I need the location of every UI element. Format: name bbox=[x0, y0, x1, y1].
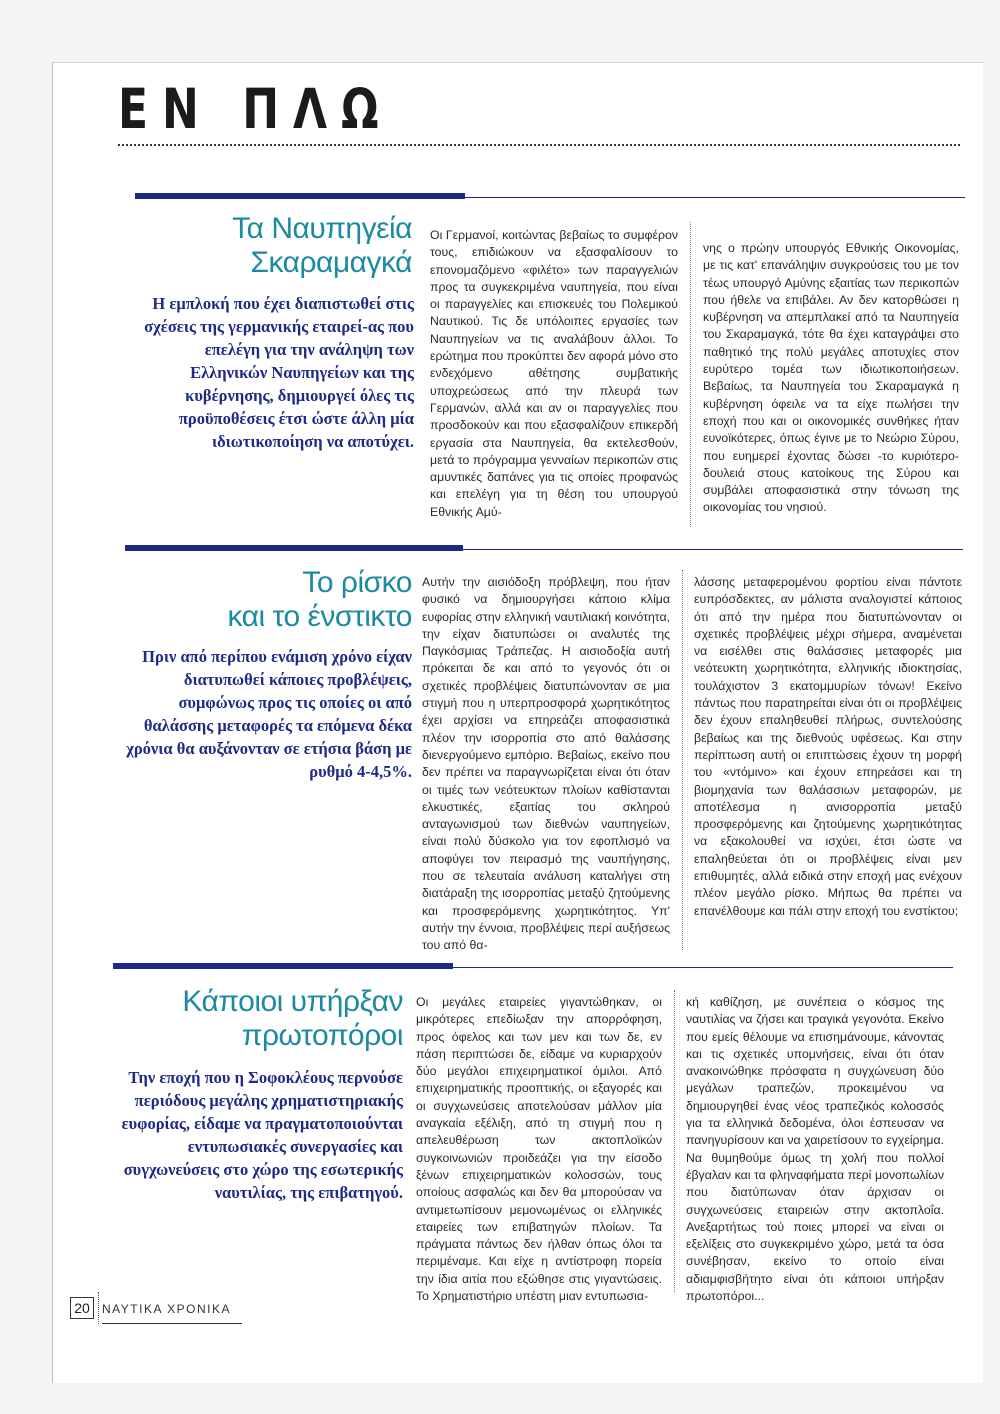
section-3-divider bbox=[674, 990, 675, 1292]
section-2-title-line-2: και το ένστικτο bbox=[227, 600, 412, 633]
section-2-title-line-1: Το ρίσκο bbox=[302, 566, 412, 599]
section-1-divider bbox=[690, 222, 691, 527]
section-2-column-1: Αυτήν την αισιόδοξη πρόβλεψη, που ήταν φυσικό να δημιουργήσει κάποιο κλίμα ευφορίας στην ελληνική ναυτιλιακή κοινότητα, την είχαν διατυπώσει οι αναλυτές της Παγκόσμιας Τράπεζας. Η αισιοδοξία αυτή πρόκειται δε και από το γεγονός ότι οι σχετικές προβλέψεις διατυπώνονταν σε μια στιγμή που η υπερπροσφορά χωρητικότητος έχει αρχίσει να επηρεάζει αποφασιστικά πλέον την ισορροπία στο από θαλάσσης διενεργούμενο εμπόριο. Βεβαίως, εκείνο που δεν πρέπει να παραγνωρίζεται είναι ότι όταν οι τιμές των νεότευκτων πλοίων καθίστανται ελκυστικές, εξαιτίας του σκληρού ανταγωνισμού των διεθνών ναυπηγείων, είναι πολύ δύσκολο για τον εφοπλισμό να αποφύγει τον πειρασμό της ναυπήγησης, που σε τελευταία ανάλυση καταλήγει στη διατάραξη της ισορροπίας μεταξύ ζητούμενης και προσφερόμενης χωρητικότητος. Υπ' αυτήν την έννοια, προβλέψεις περί αυξήσεως του από θα- bbox=[422, 575, 670, 953]
footer-rule bbox=[102, 1323, 242, 1324]
section-1-column-1: Οι Γερμανοί, κοιτώντας βεβαίως το συμφέρον τους, επιδιώκουν να εξασφαλίσουν το επονομαζόμενο «φιλέτο» των παραγγελιών προς τα συγκεκριμένα ναυπηγεία, που είναι οι παραγγελίες και επισκευές του Πολεμικού Ναυτικού. Τις δε υπόλοιπες εργασίες των Ναυπηγείων να τις αναλάβουν άλλοι. Το ερώτημα που προκύπτει δεν αφορά μόνο στο ενδεχόμενο αθέτησης συμβατικής υποχρεώσεως από την πλευρά των Γερμανών, αλλά και αν οι παραγγελίες που προσδοκούν και που εξασφαλίζουν επικερδή εργασία στα Ναυπηγεία, θα εκτελεσθούν, μετά το πρόγραμμα γενναίων περικοπών στις αμυντικές δαπάνες για τις οποίες προφανώς και επελέγη για τη θέση του υπουργού Εθνικής Αμύ- bbox=[430, 228, 678, 519]
section-3-bar bbox=[113, 963, 453, 969]
section-1-lead: Η εμπλοκή που έχει διαπιστωθεί στις σχέσεις της γερμανικής εταιρεί-ας που επελέγη για την ανάληψη των Ελληνικών Ναυπηγείων και της κυβέρνησης, δημιουργεί όλες τις προϋποθέσεις έτσι ώστε άλλη μία ιδιωτικοποίηση να αποτύχει. bbox=[144, 294, 414, 451]
section-1-title-line-1: Τα Ναυπηγεία bbox=[232, 212, 412, 245]
section-2-column-2: λάσσης μεταφερομένου φορτίου είναι πάντοτε ευπρόσδεκτες, αν μάλιστα αναλογιστεί κάποιος ότι από την ημέρα που διατυπώνονταν οι σχετικές προβλέψεις μέχρι σήμερα, αναμένεται να εισέλθει στις θαλάσσιες μεταφορές μια νεότευκτη χωρητικότητα, ελληνικής ιδιοκτησίας, τουλάχιστον 3 εκατομμυρίων τόνων! Εκείνο πάντως που παρατηρείται είναι ότι οι προβλέψεις δεν έχουν επαληθευθεί πλήρως, συντελούσης βεβαίως και της διεθνούς υφέσεως. Και στην περίπτωση αυτή οι επιπτώσεις έχουν τη μορφή του «ντόμινο» και έχουν επηρεάσει και τη βιομηχανία των θαλάσσιων μεταφορών, με αποτέλεσμα η ανισορροπία μεταξύ προσφερόμενης και ζητούμενης χωρητικότητας να εξακολουθεί να ισχύει, έτσι ώστε να επαληθεύεται ότι οι προβλέψεις είναι μεν επιθυμητές, αλλά ειδικά στην εποχή μας ενέχουν πλέον μεγάλο ρίσκο. Μήπως θα πρέπει να επανέλθουμε και πάλι στην εποχή του ενστίκτου; bbox=[694, 575, 962, 918]
section-3-column-1: Οι μεγάλες εταιρείες γιγαντώθηκαν, οι μικρότερες επεδίωξαν την απορρόφηση, προς όφελος και των μεν και των δε, εν πάση περιπτώσει δε, είδαμε να κυριαρχούν δύο μεγάλοι επιχειρηματικοί όμιλοι. Από επιχειρηματικής προοπτικής, οι εξαγορές και οι συγχωνεύσεις αποτελούσαν μάλλον μία αναγκαία εξέλιξη, από τη στιγμή που η απελευθέρωση των ακτοπλοϊκών συγκοινωνιών προιδεάζει για την είσοδο ξένων επιχειρηματικών κολοσσών, τους οποίους ασφαλώς και δεν θα μπορούσαν να αντιμετωπίσουν μεμονωμένως οι ελληνικές εταιρείες των επιβατηγών πλοίων. Τα πράγματα πάντως δεν ήλθαν όπως όλοι τα περιμέναμε. Και είχε η αντίστροφη πορεία την ίδια αιτία που εξώθησε στις γιγαντώσεις. Το Χρηματιστήριο υπέστη μιαν εντυπωσια- bbox=[416, 995, 662, 1304]
footer-divider bbox=[98, 1292, 99, 1324]
section-2-bar bbox=[125, 545, 463, 551]
section-1-column-2: νης ο πρώην υπουργός Εθνικής Οικονομίας, με τις κατ' επανάληψιν συγκρούσεις του με τον τέως υπουργό Αμύνης εξαιτίας των περικοπών που ήθελε να επιβάλει. Αν δεν κατορθώσει η κυβέρνηση να απεμπλακεί από τα Ναυπηγεία του Σκαραμαγκά, τότε θα έχει καταγράψει στο παθητικό της πολύ μεγάλες αποτυχίες στον ευρύτερο τομέα των ιδιωτικοποιήσεων. Βεβαίως, τα Ναυπηγεία του Σκαραμαγκά η κυβέρνηση όφειλε να τα είχε πωλήσει την εποχή που και οι οικονομικές συνθήκες ήταν ευνοϊκότερες, όπως έγινε με το Νεώριο Σύρου, που ευημερεί έχοντας δώσει -το κυριότερο- δουλειά στους κατοίκους της Σύρου και συμβάλει αποφασιστικά στην τόνωση της οικονομίας του νησιού. bbox=[703, 241, 959, 515]
publication-name: ΝΑΥΤΙΚΑ ΧΡΟΝΙΚΑ bbox=[102, 1302, 231, 1316]
section-1-title bbox=[130, 212, 412, 280]
section-3-title-line-2: πρωτοπόροι bbox=[241, 1019, 403, 1052]
section-3-title-line-1: Κάποιοι υπήρξαν bbox=[182, 985, 403, 1018]
section-3-lead: Την εποχή που η Σοφοκλέους περνούσε περιόδους μεγάλης χρηματιστηριακής ευφορίας, είδαμε να πραγματοποιούνται εντυπωσιακές συνεργασίες και συγχωνεύσεις στο χώρο της εσωτερικής ναυτιλίας, της επιβατηγού. bbox=[121, 1068, 403, 1202]
section-2-lead: Πριν από περίπου ενάμιση χρόνο είχαν διατυπωθεί κάποιες προβλέψεις, συμφώνως προς τις οποίες οι από θαλάσσης μεταφορές τα επόμενα δέκα χρόνια θα αυξάνονταν σε ετήσια βάση με ρυθμό 4-4,5%. bbox=[126, 647, 412, 781]
section-2-divider bbox=[682, 570, 683, 950]
masthead-dotted-rule bbox=[118, 144, 960, 146]
masthead-title: ΕΝ ΠΛΩ bbox=[118, 78, 393, 142]
section-3-title bbox=[100, 985, 403, 1053]
section-1-bar bbox=[135, 193, 465, 199]
section-3-column-2: κή καθίζηση, με συνέπεια ο κόσμος της ναυτιλίας να ζήσει και τραγικά γεγονότα. Εκείνο που εμείς θέλουμε να επισημάνουμε, κάνοντας και τις σχετικές υπομνήσεις, είναι ότι όταν ανακοινώθηκε πρόσφατα η συγχώνευση δύο μεγάλων τραπεζών, προκειμένου να δημιουργηθεί ένας νέος τραπεζικός κολοσσός για τα ελληνικά δεδομένα, όλοι έσπευσαν να πανηγυρίσουν και να χαιρετίσουν το εγχείρημα. Να θυμηθούμε όμως τη χολή που πολλοί έβγαλαν και τα φληναφήματα περί μονοπωλίων που διατύπωναν όταν άρχισαν οι συγχωνεύσεις εταιρειών στην ακτοπλοΐα. Ανεξαρτήτως τού ποιες μπορεί να είναι οι εξελίξεις στο συγκεκριμένο χώρο, μετά τα όσα συνέβησαν, εκείνο το οποίο είναι αδιαμφισβήτητο είναι ότι κάποιοι υπήρξαν πρωτοπόροι... bbox=[686, 995, 944, 1304]
section-1-title-line-2: Σκαραμαγκά bbox=[250, 246, 412, 279]
section-2-title bbox=[120, 566, 412, 634]
page-number: 20 bbox=[70, 1297, 94, 1319]
